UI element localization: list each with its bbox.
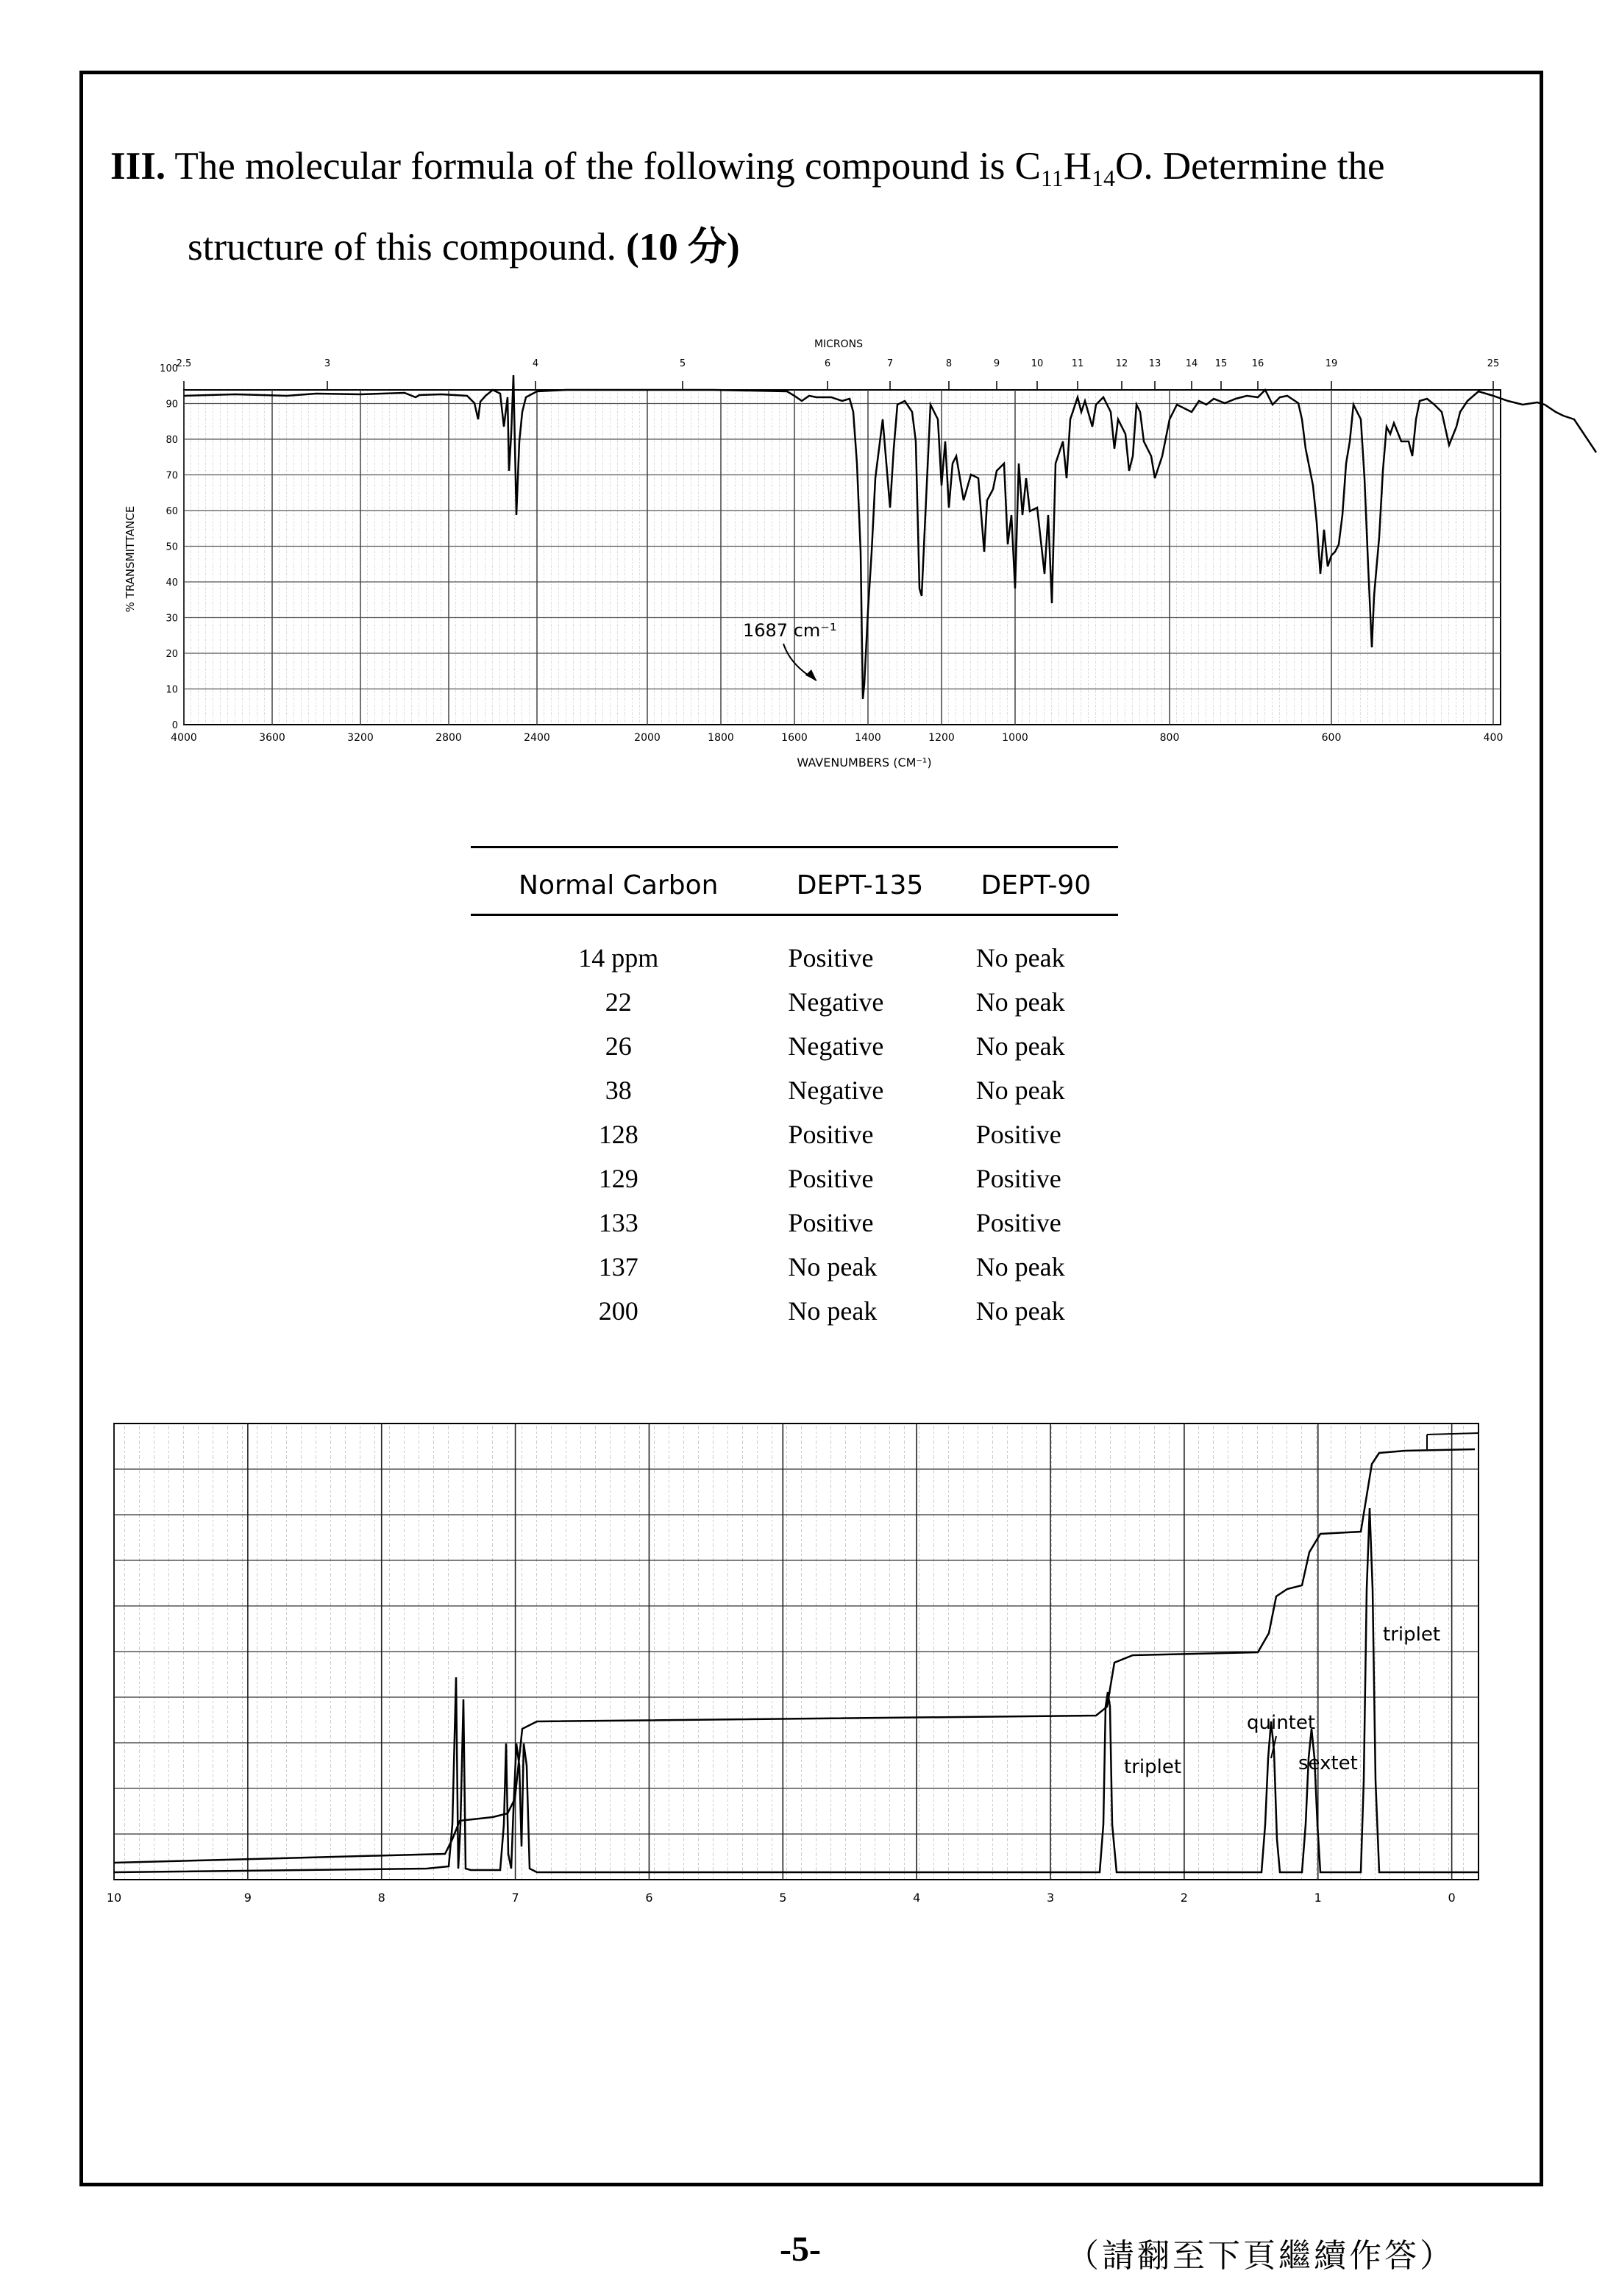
cell: Positive — [788, 1164, 874, 1193]
ir-spectrum — [124, 331, 1504, 787]
cell: 137 — [598, 1252, 638, 1282]
header-normal-carbon: Normal Carbon — [471, 847, 766, 915]
cell: 133 — [598, 1208, 638, 1237]
table-row — [471, 1156, 1118, 1201]
ir-x-tick: 1200 — [928, 732, 955, 744]
cell: Negative — [788, 1031, 884, 1061]
ir-x-tick: 800 — [1159, 732, 1180, 744]
cell: Negative — [788, 987, 884, 1017]
ir-top-tick: 8 — [945, 358, 953, 369]
formula-sub-h: 14 — [1092, 165, 1116, 191]
nmr-x-tick: 9 — [243, 1891, 252, 1905]
ir-top-tick: 19 — [1325, 358, 1338, 369]
cell: 22 — [605, 987, 632, 1017]
cell: No peak — [975, 943, 1065, 973]
ir-x-tick: 3200 — [347, 732, 374, 744]
ir-y-tick: 60 — [166, 506, 178, 517]
ir-y-tick: 40 — [166, 577, 178, 589]
nmr-x-tick: 10 — [106, 1891, 122, 1905]
nmr-x-tick: 5 — [779, 1891, 787, 1905]
cell: No peak — [975, 1252, 1065, 1282]
nmr-spectrum — [81, 1412, 1493, 1927]
cell: No peak — [975, 1031, 1065, 1061]
question-line-1 — [110, 143, 1385, 201]
ir-top-tick: 11 — [1071, 358, 1084, 369]
cell: 14 ppm — [578, 943, 659, 973]
ir-x-tick: 1600 — [781, 732, 808, 744]
ir-y-tick: 90 — [166, 399, 178, 410]
ir-top-tick: 7 — [886, 358, 894, 369]
cell: Positive — [975, 1208, 1061, 1237]
nmr-x-tick: 2 — [1180, 1891, 1188, 1905]
ir-top-tick: 25 — [1487, 358, 1500, 369]
ir-top-tick: 10 — [1031, 358, 1044, 369]
cell: Positive — [975, 1120, 1061, 1149]
ir-top-tick: 4 — [532, 358, 539, 369]
ir-top-tick: 3 — [324, 358, 331, 369]
nmr-x-tick: 1 — [1314, 1891, 1322, 1905]
ir-y-tick: 80 — [166, 435, 178, 446]
formula-sub-c: 11 — [1040, 165, 1064, 191]
header-dept-135: DEPT-135 — [766, 847, 953, 915]
question-text-b: H — [1063, 145, 1092, 188]
ir-top-tick: 14 — [1185, 358, 1198, 369]
nmr-x-tick: 7 — [511, 1891, 519, 1905]
question-text-a: The molecular formula of the following compound is C — [166, 145, 1041, 188]
table-row — [471, 915, 1118, 981]
cell: No peak — [788, 1296, 878, 1326]
nmr-x-tick: 8 — [377, 1891, 385, 1905]
ir-x-tick: 2400 — [524, 732, 550, 744]
nmr-x-tick: 4 — [913, 1891, 921, 1905]
nmr-label-triplet-2: triplet — [1124, 1756, 1182, 1778]
page-number: -5- — [780, 2230, 821, 2269]
ir-y-axis-title: % TRANSMITTANCE — [124, 505, 137, 613]
ir-y-tick: 0 — [171, 720, 178, 731]
nmr-x-tick: 6 — [645, 1891, 653, 1905]
cell: No peak — [788, 1252, 878, 1282]
nmr-label-triplet-1: triplet — [1383, 1624, 1441, 1646]
cell: Positive — [788, 1120, 874, 1149]
ir-x-tick: 2000 — [634, 732, 661, 744]
nmr-x-tick: 3 — [1046, 1891, 1055, 1905]
cell: Negative — [788, 1076, 884, 1105]
table-row — [471, 1201, 1118, 1245]
nmr-label-sextet: sextet — [1298, 1752, 1358, 1774]
cell: No peak — [975, 987, 1065, 1017]
cell: 200 — [598, 1296, 638, 1326]
ir-top-tick: 12 — [1115, 358, 1128, 369]
table-row — [471, 1024, 1118, 1068]
cell: No peak — [975, 1296, 1065, 1326]
cell: 38 — [605, 1076, 632, 1105]
cell: 26 — [605, 1031, 632, 1061]
ir-y-tick: 10 — [166, 684, 178, 696]
ir-top-tick: 13 — [1148, 358, 1161, 369]
ir-x-tick: 600 — [1321, 732, 1342, 744]
ir-y-tick: 20 — [166, 649, 178, 660]
ir-top-axis-title: MICRONS — [814, 338, 864, 350]
question-number: III. — [110, 145, 166, 188]
table-row — [471, 980, 1118, 1024]
cell: Positive — [788, 1208, 874, 1237]
question-points: (10 分) — [626, 226, 740, 269]
question-line2-text: structure of this compound. — [188, 226, 627, 269]
ir-y-tick: 70 — [166, 470, 178, 482]
table-row — [471, 1245, 1118, 1289]
ir-x-tick: 1400 — [855, 732, 881, 744]
ir-top-tick: 6 — [824, 358, 831, 369]
ir-top-tick: 16 — [1251, 358, 1264, 369]
cell: 129 — [598, 1164, 638, 1193]
ir-x-tick: 1000 — [1002, 732, 1028, 744]
table-row — [471, 1068, 1118, 1112]
question-line-2 — [188, 224, 740, 270]
ir-top-tick: 5 — [679, 358, 686, 369]
header-dept-90: DEPT-90 — [954, 847, 1118, 915]
ir-top-tick: 9 — [993, 358, 1000, 369]
ir-top-tick: 15 — [1214, 358, 1228, 369]
ir-x-tick: 400 — [1483, 732, 1504, 744]
cell: 128 — [598, 1120, 638, 1149]
ir-top-tick: 2.5 — [176, 358, 192, 369]
ir-y-tick: 50 — [166, 541, 178, 553]
ir-y-tick: 30 — [166, 613, 178, 625]
table-row — [471, 1112, 1118, 1156]
ir-x-tick: 4000 — [171, 732, 197, 744]
question-text-c: O. Determine the — [1115, 145, 1385, 188]
nmr-label-quintet: quintet — [1247, 1712, 1316, 1734]
ir-x-tick: 1800 — [708, 732, 734, 744]
cell: Positive — [788, 943, 874, 973]
ir-x-axis-title: WAVENUMBERS (CM⁻¹) — [797, 756, 932, 770]
dept-table — [471, 846, 1118, 1333]
ir-y-tick: 100 — [160, 363, 178, 374]
continue-note: （請翻至下頁繼續作答） — [1067, 2237, 1455, 2275]
table-row — [471, 1289, 1118, 1333]
ir-annotation: 1687 cm⁻¹ — [743, 620, 837, 641]
ir-x-tick: 2800 — [435, 732, 462, 744]
cell: No peak — [975, 1076, 1065, 1105]
ir-x-tick: 3600 — [259, 732, 285, 744]
cell: Positive — [975, 1164, 1061, 1193]
nmr-x-tick: 0 — [1448, 1891, 1456, 1905]
